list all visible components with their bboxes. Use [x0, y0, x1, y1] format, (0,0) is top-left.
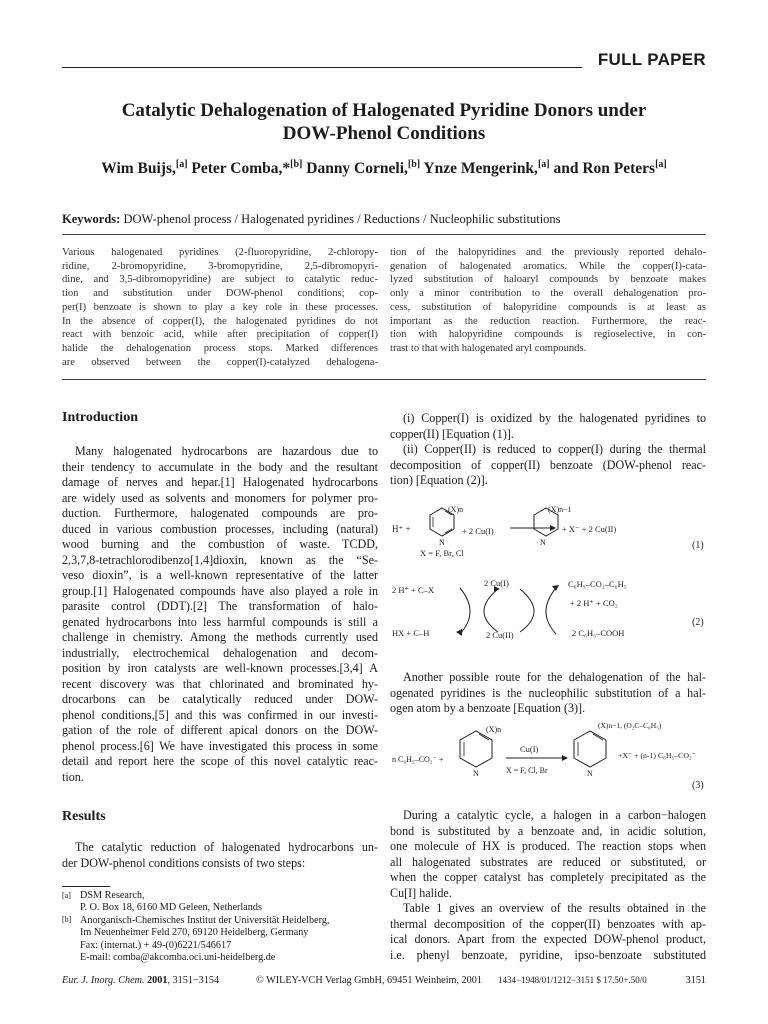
eq2-mid-bottom: 2 Cu(II)	[486, 630, 514, 640]
cycle-arc	[520, 589, 534, 632]
body-line: when the copper catalyst has completely precipitated as the	[390, 870, 706, 884]
journal-name: Eur. J. Inorg. Chem.	[62, 975, 145, 986]
abstract-line: trast to that with halogenated aryl compounds.	[390, 342, 587, 354]
body-line: wood burning and the combustion of waste. TCDD,	[62, 537, 378, 551]
body-line: Table 1 gives an overview of the results obtained in the	[403, 901, 706, 915]
eq1-number: (1)	[692, 540, 704, 551]
body-line: gation of the role of different apical donors on the DOW-	[62, 723, 378, 737]
body-line: During a catalytic cycle, a halogen in a carbon−halogen	[403, 808, 706, 822]
body-line: genated hydrocarbons into less harmful compounds is still a	[62, 614, 378, 629]
affiliation-line: Anorganisch-Chemisches Institut der Universität Heidelberg,	[80, 914, 330, 926]
body-line: Cu[I] halide.	[390, 885, 452, 900]
footer-issn: 1434−1948/01/1212−3151 $ 17.50+.50/0	[498, 975, 647, 985]
affiliation-mark: [b]	[290, 158, 303, 170]
eq1-substituent: (X)n−1	[548, 505, 572, 514]
footnote-rule	[62, 886, 110, 887]
eq3-right: +X⁻ + (n-1) C₆H₅–CO₂⁻	[618, 751, 696, 760]
eq2-right-mid: + 2 H⁺ + CO₂	[570, 598, 618, 608]
arrow-head	[562, 755, 568, 761]
body-line: duced in various combustion processes, including (natural)	[62, 521, 378, 536]
body-line: decomposition of copper(II) benzoate (DOW-phenol reac-	[390, 457, 706, 472]
keywords-text: DOW-phenol process / Halogenated pyridines / Reductions / Nucleophilic substitutions	[123, 212, 561, 226]
body-line: (ii) Copper(II) is reduced to copper(I) during the thermal	[403, 442, 706, 456]
body-line: their tendency to accumulate in the body and the resultant	[62, 459, 378, 474]
body-line: phenol process.[6] We have investigated this process in some	[62, 738, 378, 753]
cycle-arc	[484, 589, 498, 632]
body-line: all halogenated substrates are reduced or substituted, or	[390, 854, 706, 869]
body-line: phenol conditions,[5] and this was confirmed in our investi-	[62, 707, 378, 722]
substitution-text	[390, 670, 706, 717]
body-line: ogenated pyridines is the nucleophilic substitution of a hal-	[390, 685, 706, 700]
body-line: challenge in chemistry. Among the methods currently used	[62, 630, 378, 644]
body-line: drocarbons can be catalytically reduced under DOW-	[62, 692, 378, 706]
steps-text	[390, 411, 706, 489]
author: Peter Comba,*	[191, 160, 291, 177]
abstract-line: tion and substitution under DOW-phenol conditions; cop-	[62, 288, 378, 300]
affiliation-line: P. O. Box 18, 6160 MD Geleen, Netherlands	[80, 902, 262, 914]
affiliation-mark: [a]	[537, 158, 550, 170]
author: and Ron Peters	[553, 160, 656, 177]
body-line: veso dioxin”, is a well-known representative of the latter	[62, 568, 378, 582]
equation-3-scheme	[390, 718, 708, 790]
abstract-line: halide the dehalogenation process stops. Marked differences	[62, 342, 378, 354]
paper-title	[62, 99, 706, 145]
ring-nitrogen: N	[439, 538, 445, 547]
body-line: tion) [Equation (2)].	[390, 473, 488, 487]
body-line: 2,3,7,8-tetrachlorodibenzo[1,4]dioxin, known as the “Se-	[62, 552, 378, 567]
body-line: thermal decomposition of the copper(II) benzoates with ap-	[390, 916, 706, 931]
body-line: duction. Furthermore, halogenated compounds are pro-	[62, 506, 378, 520]
eq3-condition: X = F, Cl, Br	[506, 766, 548, 775]
affiliation-mark: [b]	[62, 915, 72, 924]
eq3-product-substituents: (X)n−1, (O₂C–C₆H₅)	[598, 721, 662, 730]
cycle-text	[390, 808, 706, 963]
abstract-line: dine, and 3,5-dibromopyridine) are subject to catalytic reduc-	[62, 274, 378, 286]
body-line: tion.	[62, 769, 84, 784]
introduction-heading: Introduction	[62, 410, 138, 425]
body-line: i.e. phenyl benzoate, pyridine, ipso-benzoate substituted	[390, 947, 706, 962]
author-list	[62, 160, 706, 178]
body-line: (i) Copper(I) is oxidized by the halogenated pyridines to	[403, 411, 706, 425]
abstract-line: per(I) benzoate is shown to play a key role in these processes.	[62, 301, 378, 313]
abstract-line: ridine, 2-bromopyridine, 3-bromopyridine, 2,5-dibromopyri-	[62, 260, 378, 272]
cycle-arrow-left	[460, 588, 470, 634]
abstract-line: genation of halogenated aromatics. While the copper(I)-cata-	[390, 260, 706, 272]
body-line: position by iron catalysts are well-known processes.[3,4] A	[62, 661, 378, 675]
abstract-line: Various halogenated pyridines (2-fluoropyridine, 2-chloropy-	[62, 247, 378, 258]
body-line: one molecule of HX is produced. The reaction stops when	[390, 839, 706, 853]
affiliation-mark: [a]	[62, 891, 71, 900]
page-number: 3151	[685, 975, 706, 986]
author: Danny Corneli,	[306, 160, 408, 177]
title-line-1: Catalytic Dehalogenation of Halogenated Pyridine Donors under	[121, 100, 647, 121]
introduction-text	[62, 444, 378, 785]
eq2-left-top: 2 H⁺ + C–X	[392, 585, 435, 595]
abstract-line: tion of the halopyridines and the previously reported dehalo-	[390, 247, 706, 258]
affiliation-line: Im Neuenheimer Feld 270, 69120 Heidelberg, Germany	[80, 927, 309, 939]
affiliation-mark: [a]	[655, 158, 667, 170]
eq3-left: n C₆H₅–CO₂⁻ +	[392, 755, 444, 764]
journal-pages: , 3151−3154	[167, 975, 220, 986]
abstract-bottom-rule	[62, 379, 706, 380]
abstract-line: cess, substitution of halopyridine compounds is at least as	[390, 301, 706, 313]
body-line: bond is substituted by a benzoate and, in acidic solution,	[390, 823, 706, 838]
eq2-mid-top: 2 Cu(I)	[484, 578, 509, 588]
eq1-hplus: H⁺ +	[392, 524, 411, 534]
footer-publisher: © WILEY-VCH Verlag GmbH, 69451 Weinheim, 2001	[256, 975, 482, 986]
body-line: recent discovery was that chlorinated and brominated hy-	[62, 676, 378, 691]
ring-nitrogen: N	[540, 538, 546, 547]
author: Wim Buijs,	[101, 160, 176, 177]
abstract-left-column	[62, 246, 378, 369]
section-type-label: FULL PAPER	[597, 50, 706, 69]
body-line: copper(II) [Equation (1)].	[390, 426, 514, 441]
affiliation-line: DSM Research,	[80, 890, 145, 901]
eq1-products: + X⁻ + 2 Cu(II)	[562, 524, 617, 534]
arrow-head	[550, 525, 556, 531]
abstract-line: lyzed substitution of haloaryl compounds by benzoate makes	[390, 274, 706, 286]
body-line: parasite control (DDT).[2] The transformation of halo-	[62, 599, 378, 613]
equation-1-scheme	[390, 502, 708, 562]
affiliation-mark: [b]	[407, 158, 421, 170]
keywords	[62, 212, 706, 227]
abstract-line: only a minor contribution to the overall dehalogenation pro-	[390, 288, 706, 300]
ring-nitrogen: N	[473, 769, 479, 778]
cycle-arrow-right	[546, 588, 556, 634]
footer-citation	[62, 975, 219, 986]
author: Ynze Mengerink,	[423, 160, 538, 177]
equation-2-cycle	[390, 572, 708, 644]
eq3-number: (3)	[692, 780, 704, 790]
abstract-line: In the absence of copper(I), the halogenated pyridines do not	[62, 315, 378, 327]
eq2-right-bottom: 2 C₆H₅–COOH	[572, 628, 625, 638]
body-line: industrially, electrochemical dehalogenation and decom-	[62, 645, 378, 660]
pyridine-ring	[460, 731, 492, 767]
affiliation-mark: [a]	[175, 158, 188, 170]
eq2-number: (2)	[692, 617, 704, 628]
body-line: group.[1] Halogenated compounds have also played a role in	[62, 583, 378, 598]
body-line: damage of nerves and hepar.[1] Halogenated hydrocarbons	[62, 475, 378, 489]
page-footer	[62, 975, 706, 989]
abstract-line: important as the reduction reaction. Furthermore, the reac-	[390, 315, 706, 327]
eq2-left-bottom: HX + C–H	[392, 628, 430, 638]
results-heading: Results	[62, 809, 106, 824]
affiliations	[62, 890, 378, 964]
keywords-label: Keywords:	[62, 212, 121, 226]
body-line: Many halogenated hydrocarbons are hazardous due to	[75, 444, 378, 458]
abstract-line: tion with halopyridine compounds is regioselective, in con-	[390, 329, 706, 341]
affiliation-line: E-mail: comba@akcomba.oci.uni-heidelberg.de	[80, 952, 276, 964]
body-line: ical donors. Apart from the expected DOW-phenol product,	[390, 932, 706, 946]
title-line-2: DOW-Phenol Conditions	[282, 123, 486, 144]
body-line: detail and report here the scope of this novel catalytic reac-	[62, 754, 378, 768]
ring-nitrogen: N	[587, 769, 593, 778]
arrow-head	[456, 629, 462, 636]
abstract-top-rule	[62, 234, 706, 235]
results-text	[62, 840, 378, 871]
eq2-right-top: C₆H₅–CO₂–C₆H₅	[568, 579, 627, 589]
body-line: ogen atom by a benzoate [Equation (3)].	[390, 701, 586, 715]
abstract-line: are observed between the copper(I)-catalyzed dehalogena-	[62, 356, 378, 368]
eq1-reagent: + 2 Cu(I)	[462, 526, 494, 536]
pyridine-ring	[574, 731, 606, 767]
abstract-line: react with benzoic acid, while after precipitation of copper(I)	[62, 329, 378, 341]
body-line: Another possible route for the dehalogenation of the hal-	[403, 670, 706, 684]
body-line: der DOW-phenol conditions consists of two steps:	[62, 855, 306, 870]
eq1-condition: X = F, Br, Cl	[420, 548, 464, 558]
body-line: The catalytic reduction of halogenated hydrocarbons un-	[75, 840, 378, 854]
eq3-catalyst: Cu(I)	[520, 744, 539, 754]
eq1-substituent: (X)n	[448, 505, 464, 514]
body-line: are widely used as solvents and monomers for polymer pro-	[62, 490, 378, 505]
arrow-head	[552, 585, 559, 591]
abstract-right-column	[390, 246, 706, 356]
header-rule	[62, 67, 582, 68]
journal-year: 2001	[147, 975, 168, 986]
affiliation-line: Fax: (internat.) + 49-(0)6221/546617	[80, 939, 232, 951]
eq3-substituent: (X)n	[486, 725, 502, 734]
